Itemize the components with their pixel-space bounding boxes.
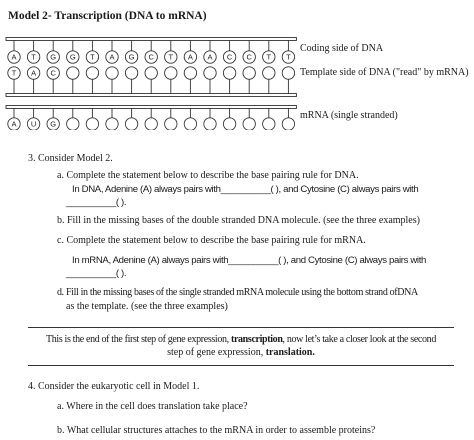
template-base-letter: C (50, 68, 56, 78)
coding-base-letter: T (286, 52, 291, 62)
template-base-circle (165, 67, 177, 79)
q4b-prompt: b. What cellular structures attaches to the mRNA in order to assemble proteins? (57, 425, 376, 436)
q3a-prompt: a. Complete the statement below to describe the base pairing rule for DNA. (57, 170, 359, 181)
mrna-base-circle (184, 118, 196, 130)
coding-base-letter: T (31, 52, 36, 62)
transition-text-part: , now let’s take a closer look at the second (282, 334, 436, 345)
q3c-statement-line2: __________( ). (66, 268, 127, 279)
mrna-base-circle (125, 118, 137, 130)
transition-keyword-translation: translation. (265, 347, 315, 358)
template-base-letter: T (11, 68, 17, 78)
template-base-circle (86, 67, 98, 79)
q4a-prompt: a. Where in the cell does translation take place? (57, 401, 248, 412)
divider-top (28, 327, 454, 328)
transition-text-line2 (28, 347, 454, 358)
mrna-base-circle (86, 118, 98, 130)
coding-base-letter: C (226, 52, 233, 62)
q3d-prompt-line1: d. Fill in the missing bases of the single stranded mRNA molecule using the bottom strand ofDNA (57, 287, 418, 298)
coding-base-letter: T (90, 52, 95, 62)
template-base-circle (243, 67, 255, 79)
coding-base-letter: G (69, 52, 76, 62)
page-title: Model 2- Transcription (DNA to mRNA) (8, 10, 207, 22)
template-base-circle (67, 67, 79, 79)
mrna-base-circle (204, 118, 216, 130)
template-base-circle (145, 67, 157, 79)
q3a-statement-line2: __________( ). (66, 197, 127, 208)
coding-side-label: Coding side of DNA (300, 43, 384, 54)
mrna-base-letter: U (30, 119, 37, 129)
template-base-circle (184, 67, 196, 79)
coding-base-letter: A (11, 52, 17, 62)
template-base-circle (263, 67, 275, 79)
template-base-circle (125, 67, 137, 79)
mrna-base-letter: G (50, 119, 57, 129)
q4-heading: 4. Consider the eukaryotic cell in Model 1. (28, 381, 200, 392)
q3c-prompt: c. Complete the statement below to describe the base pairing rule for mRNA. (57, 235, 366, 246)
mrna-base-circle (223, 118, 235, 130)
q3a-statement-line1: In DNA, Adenine (A) always pairs with__________( ), and Cytosine (C) always pairs with (72, 184, 419, 195)
template-base-circle (223, 67, 235, 79)
coding-base-letter: T (266, 52, 272, 62)
coding-base-letter: A (187, 52, 193, 62)
template-base-circle (106, 67, 118, 79)
divider-bottom (28, 365, 454, 366)
q3d-prompt-line2: as the template. (see the three examples) (66, 301, 228, 312)
coding-base-letter: C (148, 52, 154, 62)
mrna-base-circle (165, 118, 177, 130)
transition-keyword-transcription: transcription (230, 334, 283, 345)
coding-base-letter: C (246, 52, 252, 62)
transition-text-line1 (28, 334, 454, 345)
mrna-base-circle (263, 118, 275, 130)
coding-base-letter: G (128, 52, 135, 62)
coding-base-letter: G (50, 52, 57, 62)
mrna-base-letter: A (11, 119, 17, 129)
mrna-base-circle (106, 118, 118, 130)
template-base-circle (204, 67, 216, 79)
template-base-letter: A (31, 68, 37, 78)
q3c-statement-line1: In mRNA, Adenine (A) always pairs with__________( ), and Cytosine (C) always pairs with (72, 255, 427, 266)
coding-base-letter: A (207, 52, 213, 62)
dna-mrna-model-diagram (0, 0, 474, 130)
q3b-prompt: b. Fill in the missing bases of the double stranded DNA molecule. (see the three examples) (57, 215, 420, 226)
transition-text-part: This is the end of the first step of gene expression, (46, 334, 231, 345)
coding-base-letter: T (168, 52, 174, 62)
mrna-label: mRNA (single stranded) (300, 110, 398, 121)
mrna-base-circle (282, 118, 294, 130)
mrna-base-circle (145, 118, 157, 130)
q3-heading: 3. Consider Model 2. (28, 153, 113, 164)
mrna-base-circle (243, 118, 255, 130)
mrna-base-circle (67, 118, 79, 130)
transition-text-part: step of gene expression, (167, 347, 266, 358)
coding-base-letter: A (109, 52, 115, 62)
template-side-label: Template side of DNA ("read" by mRNA) (300, 67, 469, 78)
template-base-circle (282, 67, 294, 79)
